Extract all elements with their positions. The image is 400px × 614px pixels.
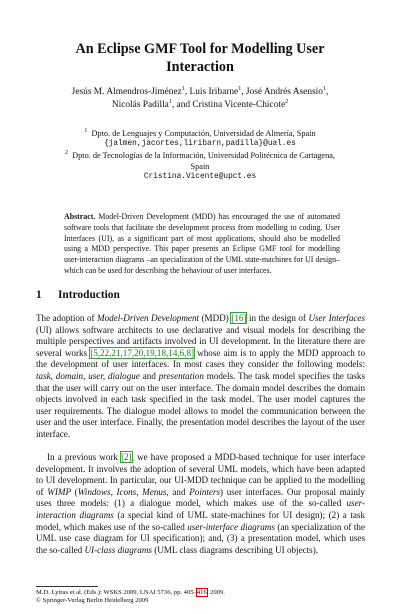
term-ui: User Interfaces: [308, 313, 365, 323]
term-ui-class-diagrams: UI-class diagrams: [84, 544, 152, 555]
affiliation-2-email: Cristina.Vicente@upct.es: [143, 173, 257, 181]
affil-marker: 1: [168, 98, 172, 105]
last-page-link[interactable]: 416: [196, 589, 207, 596]
affiliations: [0, 128, 400, 183]
affil-marker: 1: [238, 85, 242, 92]
section-heading: [36, 289, 120, 301]
affil-marker: 2: [285, 98, 289, 105]
affil-marker: 1: [322, 85, 326, 92]
intro-paragraph-1: The adoption of Model-Driven Development (MDD) [16] in the design of User Interfaces (UI) allows software architects to use declarative and visual models for describing the multiple perspectives and artifacts involved in UI development. In the literature there are several works [5,22,21,17,20,19,18,14,6,8] whose aim is to apply the MDD approach to the development of user interfaces. In most cases they consider the following models: task, domain, user, dialogue and presentation models. The task model specifies the tasks that the user will carry out on the user interface. The domain model describes the domain objects involved in each task specified in the task model. The user model captures the user requirements. The dialogue model allows to model the communication between the user and the user interface. Finally, the presentation model describes the layout of the user interface.: [36, 313, 366, 439]
affiliation-2-cont: Spain: [190, 162, 210, 171]
paper-title: [0, 40, 400, 76]
author-vicente: , and Cristina Vicente-Chicote: [171, 99, 286, 110]
footer-citation: M.D. Lytras et al. (Eds.): WSKS 2009, LNAI 5736, pp. 405–416, 2009.: [36, 589, 225, 596]
author-padilla: Nicolás Padilla: [111, 99, 169, 110]
affiliation-2: $^2$ Dpto. de Tecnologías de la Información, Universidad Politécnica de Cartagena,: [65, 150, 335, 160]
author-iribarne: , Luis Iribarne: [184, 87, 239, 97]
section-title: Introduction: [58, 289, 120, 301]
term-user-interaction-diagrams: user-interaction diagrams: [36, 498, 365, 520]
citation-link[interactable]: [16]: [231, 313, 247, 323]
term-models: task, domain, user, dialogue: [36, 370, 140, 381]
term-wimp: WIMP: [47, 486, 71, 497]
intro-paragraph-2: In a previous work [2], we have proposed a MDD-based technique for user interface development. It involves the adoption of several UML models, which have been adapted to UI development. In particular, our UI-MDD technique can be applied to the modelling of WIMP (Windows, Icons, Menus, and Pointers) user interfaces. Our proposal mainly uses three models: (1) a dialogue model, which makes use of the so-called user-interaction diagrams (a special kind of UML state-machines for UI design); (2) a task model, which makes use of the so-called user-interface diagrams (an specialization of the UML use case diagram for UI specification); and, (3) a presentation model, which uses the so-called UI-class diagrams (UML class diagrams describing UI objects).: [36, 452, 365, 555]
term-user-interface-diagrams: user-interface diagrams: [187, 521, 275, 532]
abstract-text: Model-Driven Development (MDD) has encouraged the use of automated software tools that facilitate the development process from modelling to coding. User Interfaces (UI), as a significant part of most applications, should also be modelled using a MDD perspective. This paper presents an Eclipse GMF tool for modelling user-interaction diagrams –an specialization of the UML state-machines for UI design– which can be used for describing the behaviour of user interfaces.: [64, 212, 340, 275]
abstract-label: Abstract.: [64, 212, 96, 221]
author-line-1: Jesús M. Almendros-Jiménez$^1$, Luis Iribarne$^1$, José Andrés Asensio$^1$,: [71, 85, 329, 97]
citation-group-link[interactable]: [5,22,21,17,20,19,18,14,6,8]: [90, 347, 195, 358]
footer-rule: [36, 586, 98, 587]
title-line-1: An Eclipse GMF Tool for Modelling User: [75, 41, 325, 57]
author-line-2: [0, 99, 400, 112]
affiliation-1: $^1$ Dpto. de Lenguajes y Computación, Universidad de Almería, Spain: [84, 128, 316, 138]
abstract: [64, 212, 340, 277]
affil-number: 1: [84, 128, 88, 135]
affil-marker: 1: [181, 85, 185, 92]
affil-number: 2: [65, 150, 68, 157]
affiliation-1-email: {jalmen,jacortes,liribarn,padilla}@ual.es: [104, 140, 296, 148]
term-wimp-expansion: Windows, Icons, Menus,: [77, 486, 169, 497]
section-number: 1: [36, 289, 42, 301]
footer-copyright: © Springer-Verlag Berlin Heidelberg 2009: [36, 597, 149, 605]
page-footer: [36, 589, 225, 606]
citation-link[interactable]: [2]: [121, 452, 132, 462]
title-line-2: Interaction: [166, 59, 234, 75]
author-list: [0, 86, 400, 111]
term-mdd: Model-Driven Development: [97, 313, 200, 323]
author-almendros: Jesús M. Almendros-Jiménez: [71, 87, 182, 97]
term-pointers: Pointers: [189, 486, 221, 497]
term-presentation: presentation: [158, 370, 204, 381]
author-asensio: , José Andrés Asensio: [241, 87, 323, 97]
